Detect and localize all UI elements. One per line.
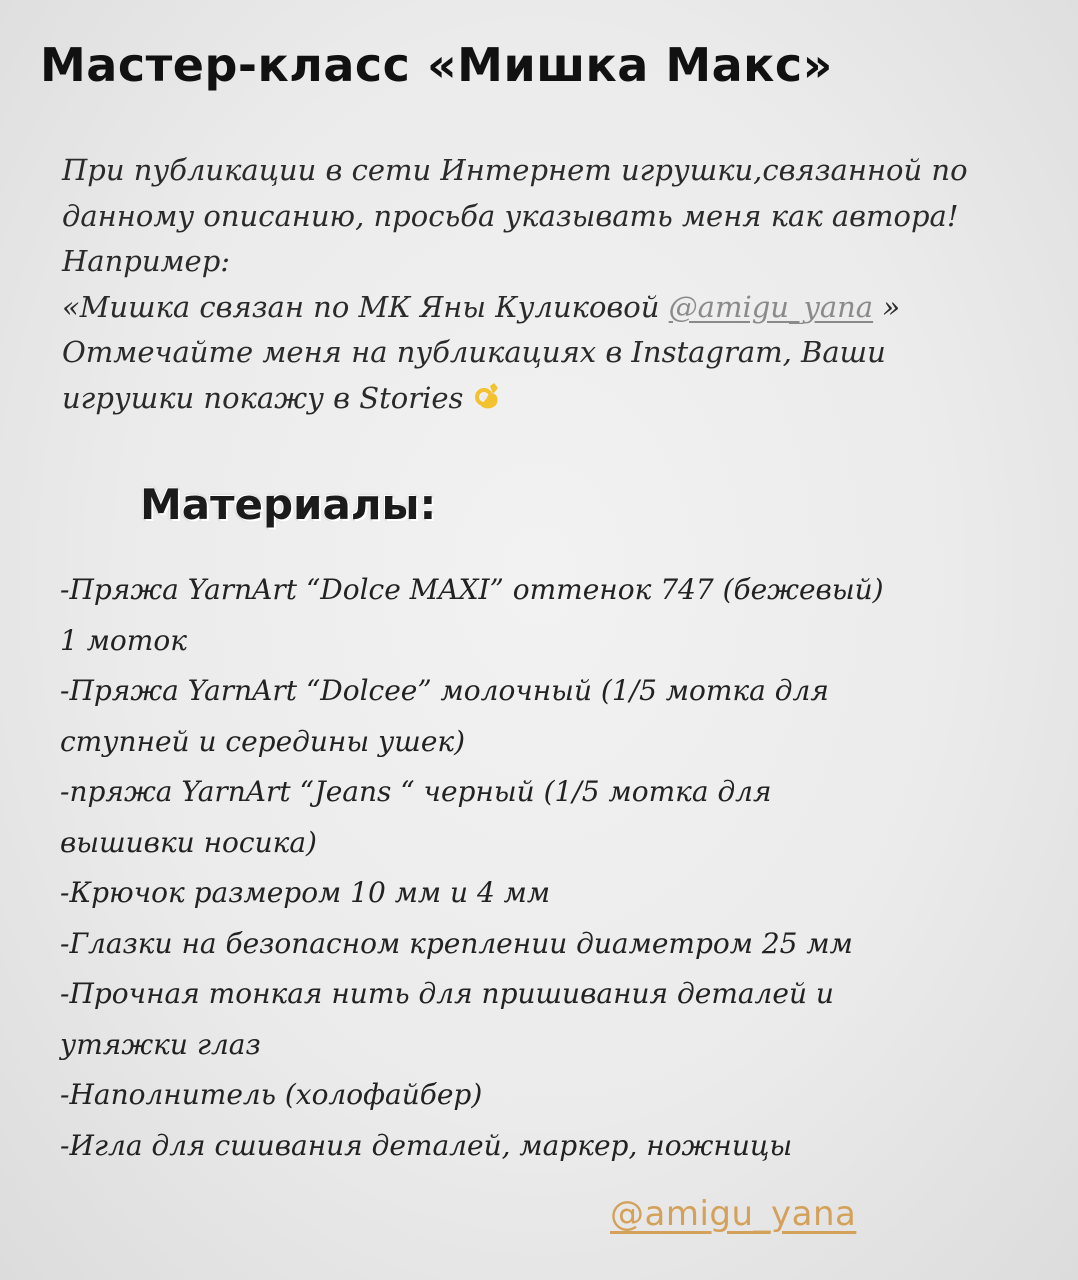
materials-heading: Материалы: xyxy=(140,480,437,529)
material-item xyxy=(60,919,1040,970)
material-item-line: 1 моток xyxy=(60,623,187,657)
material-item-line: -Игла для сшивания деталей, маркер, ножницы xyxy=(60,1128,793,1162)
material-item xyxy=(60,767,1040,868)
ok-hand-icon xyxy=(471,380,503,412)
credit-suffix: » xyxy=(873,289,901,324)
material-item-line: -Наполнитель (холофайбер) xyxy=(60,1078,483,1111)
material-item-line: ступней и середины ушек) xyxy=(60,724,466,758)
material-item xyxy=(60,565,1040,666)
material-item-line: вышивки носика) xyxy=(60,825,317,859)
material-item xyxy=(60,969,1040,1070)
notice-line: данному описанию, просьба указывать меня как автора! xyxy=(62,198,959,233)
material-item-line: -Прочная тонкая нить для пришивания деталей и xyxy=(60,977,834,1010)
notice-line: Например: xyxy=(62,244,231,278)
credit-prefix: «Мишка связан по МК Яны Куликовой xyxy=(62,289,669,324)
material-item xyxy=(60,1121,1040,1172)
author-notice xyxy=(62,148,1032,421)
page-title: Мастер-класс «Мишка Макс» xyxy=(40,38,833,92)
material-item-line: -Крючок размером 10 мм и 4 мм xyxy=(60,876,551,909)
materials-list xyxy=(60,565,1040,1171)
material-item-line: -Глазки на безопасном креплении диаметром 25 мм xyxy=(60,926,853,960)
notice-line: При публикации в сети Интернет игрушки,связанной по xyxy=(62,153,968,187)
notice-line xyxy=(62,376,1032,422)
material-item xyxy=(60,868,1040,919)
author-handle-link[interactable]: @amigu_yana xyxy=(668,289,874,324)
material-item xyxy=(60,666,1040,767)
material-item-line: -Пряжа YarnArt “Dolce MAXI” оттенок 747 (бежевый) xyxy=(60,573,884,606)
notice-line: Отмечайте меня на публикациях в Instagram, Ваши xyxy=(62,335,886,369)
material-item xyxy=(60,1070,1040,1121)
notice-line-credit xyxy=(62,285,1032,331)
material-item-line: -Пряжа YarnArt “Dolcee” молочный (1/5 мотка для xyxy=(60,674,829,707)
signature-handle[interactable]: @amigu_yana xyxy=(610,1194,857,1234)
material-item-line: утяжки глаз xyxy=(60,1027,261,1061)
stories-text: игрушки покажу в Stories xyxy=(62,380,464,415)
material-item-line: -пряжа YarnArt “Jeans “ черный (1/5 мотка для xyxy=(60,775,772,808)
